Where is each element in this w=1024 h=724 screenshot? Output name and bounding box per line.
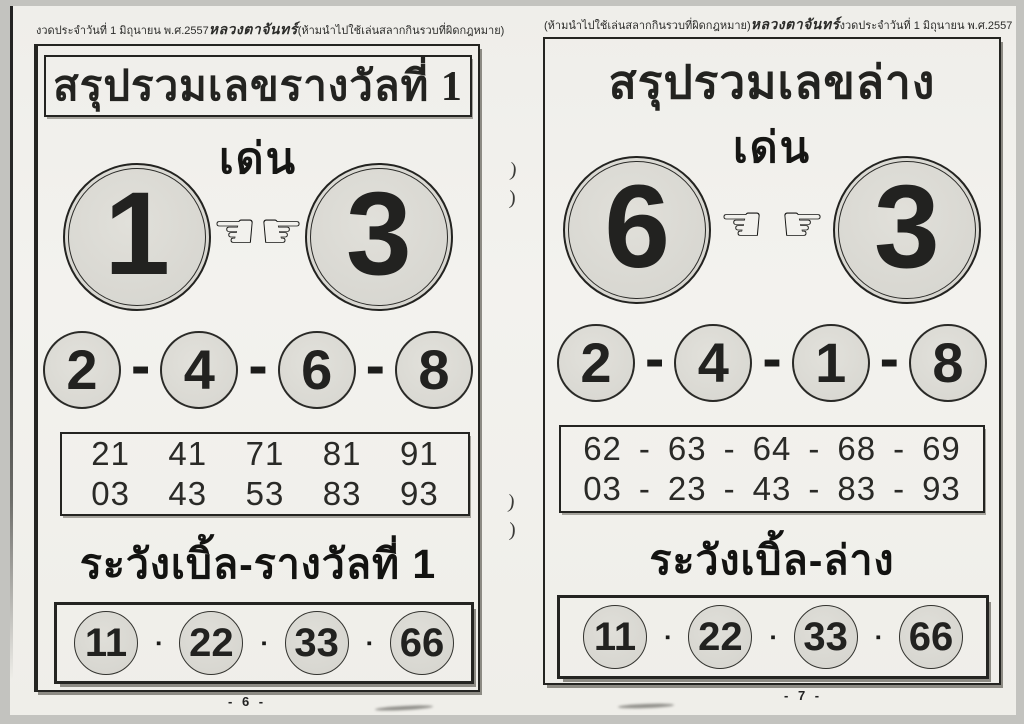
pair-number-circle	[160, 331, 238, 409]
warning-heading: ระวังเบิ้ล-ล่าง	[649, 537, 895, 583]
dash-separator: -	[645, 326, 665, 391]
double-number-circle	[179, 611, 243, 675]
dash-separator: -	[893, 470, 906, 507]
grid-number: 93	[922, 470, 961, 507]
pair-number: 8	[418, 338, 450, 401]
double-number-circle	[390, 611, 454, 675]
featured-number: 6	[604, 161, 670, 293]
publication-name: หลวงตาจันทร์	[750, 18, 840, 33]
featured-number-circle	[563, 156, 711, 304]
pair-number: 8	[932, 331, 964, 394]
gutter-mark-artifact: )	[508, 518, 517, 542]
featured-number-circle	[63, 163, 211, 311]
gutter-mark-artifact: )	[506, 490, 516, 514]
point-right-icon: ☞	[780, 196, 825, 252]
grid-number: 68	[837, 430, 877, 467]
pair-numbers-row	[38, 330, 478, 410]
pair-number: 1	[815, 331, 847, 394]
grid-row	[72, 435, 458, 473]
grid-number: 91	[399, 435, 439, 472]
grid-number: 93	[399, 475, 439, 512]
grid-number: 71	[245, 435, 285, 472]
featured-number: 3	[346, 168, 412, 300]
pair-number: 6	[301, 338, 333, 401]
grid-number: 63	[667, 430, 707, 467]
pair-number: 2	[580, 331, 612, 394]
dot-separator: ▪	[875, 628, 881, 646]
page-header	[36, 19, 505, 41]
pair-number-circle	[909, 324, 987, 402]
scan-sheet	[10, 6, 1016, 715]
grid-number: 83	[322, 475, 362, 512]
grid-number: 53	[245, 475, 285, 512]
page-header	[544, 14, 1013, 36]
featured-number: 3	[874, 161, 940, 293]
grid-number: 83	[837, 470, 877, 507]
two-digit-grid	[60, 432, 470, 516]
pair-number: 2	[66, 338, 98, 401]
grid-number: 43	[752, 470, 792, 507]
double-number: 22	[189, 621, 234, 665]
dot-separator: ▪	[156, 634, 162, 652]
publication-name: หลวงตาจันทร์	[208, 23, 298, 38]
pair-number-circle	[674, 324, 752, 402]
grid-number: 03	[583, 470, 622, 507]
pair-numbers-row	[545, 323, 999, 403]
double-numbers-box	[557, 595, 989, 679]
dash-separator: -	[248, 333, 268, 398]
double-number: 22	[698, 615, 743, 659]
warning-heading: ระวังเบิ้ล-รางวัลที่ 1	[79, 541, 437, 587]
double-number: 66	[399, 621, 445, 665]
grid-number: 41	[168, 435, 208, 472]
pair-number-circle	[395, 331, 473, 409]
grid-number: 62	[583, 430, 622, 467]
double-number: 33	[803, 615, 848, 659]
double-numbers-box	[54, 602, 474, 684]
legal-disclaimer: (ห้ามนำไปใช้เล่นสลากกินรวบที่ผิดกฎหมาย)	[297, 25, 505, 37]
page-number: - 6 -	[228, 694, 267, 709]
dot-separator: ▪	[665, 628, 671, 646]
double-number: 33	[294, 621, 339, 665]
grid-number: 03	[91, 475, 130, 512]
double-number-circle	[74, 611, 138, 675]
page-frame	[34, 44, 480, 692]
dash-separator: -	[879, 326, 899, 391]
legal-disclaimer: (ห้ามนำไปใช้เล่นสลากกินรวบที่ผิดกฎหมาย)	[544, 20, 751, 32]
featured-numbers-row	[38, 160, 478, 314]
grid-number: 23	[667, 470, 707, 507]
page-title: สรุปรวมเลขล่าง	[608, 56, 936, 108]
pair-number-circle	[278, 331, 356, 409]
pair-number-circle	[792, 324, 870, 402]
page-frame	[543, 37, 1001, 685]
double-number: 11	[593, 615, 637, 659]
issue-date: งวดประจำวันที่ 1 มิถุนายน พ.ศ.2557	[839, 20, 1013, 32]
pair-number: 4	[183, 338, 215, 401]
point-right-icon: ☞	[259, 203, 304, 259]
page-title: สรุปรวมเลขรางวัลที่ 1	[44, 55, 472, 117]
double-number-circle	[285, 611, 349, 675]
grid-number: 81	[322, 435, 362, 472]
grid-number: 64	[752, 430, 792, 467]
featured-number-circle	[305, 163, 453, 311]
pair-number-circle	[557, 324, 635, 402]
point-left-icon: ☜	[719, 196, 764, 252]
issue-date: งวดประจำวันที่ 1 มิถุนายน พ.ศ.2557	[36, 25, 209, 37]
dash-separator: -	[365, 333, 385, 398]
grid-number: 69	[922, 430, 961, 467]
grid-number: 21	[91, 435, 130, 472]
featured-numbers-row	[545, 153, 999, 307]
featured-number: 1	[104, 168, 170, 300]
dash-separator: -	[638, 430, 651, 467]
double-number-circle	[794, 605, 858, 669]
grid-row	[571, 470, 973, 508]
featured-number-circle	[833, 156, 981, 304]
double-number-circle	[688, 605, 752, 669]
page-number: - 7 -	[784, 688, 823, 703]
two-digit-grid	[559, 425, 985, 513]
pair-number: 4	[697, 331, 729, 394]
page-7	[514, 6, 1024, 724]
dash-separator: -	[808, 430, 821, 467]
dash-separator: -	[723, 470, 736, 507]
featured-label: เด่น	[218, 135, 298, 183]
dot-separator: ▪	[366, 634, 372, 652]
point-left-icon: ☜	[212, 203, 257, 259]
dot-separator: ▪	[770, 628, 776, 646]
gutter-mark-artifact: )	[508, 158, 518, 182]
grid-row	[571, 430, 973, 468]
grid-number: 43	[168, 475, 208, 512]
double-number-circle	[899, 605, 963, 669]
pair-number-circle	[43, 331, 121, 409]
dash-separator: -	[638, 470, 651, 507]
double-number: 66	[908, 615, 954, 659]
dash-separator: -	[808, 470, 821, 507]
dot-separator: ▪	[261, 634, 267, 652]
gutter-mark-artifact: )	[508, 186, 517, 210]
grid-row	[72, 475, 458, 513]
featured-label: เด่น	[732, 124, 812, 172]
double-number: 11	[84, 621, 128, 665]
dash-separator: -	[723, 430, 736, 467]
dash-separator: -	[893, 430, 906, 467]
page-6	[12, 6, 524, 724]
dash-separator: -	[131, 333, 151, 398]
double-number-circle	[583, 605, 647, 669]
dash-separator: -	[762, 326, 782, 391]
